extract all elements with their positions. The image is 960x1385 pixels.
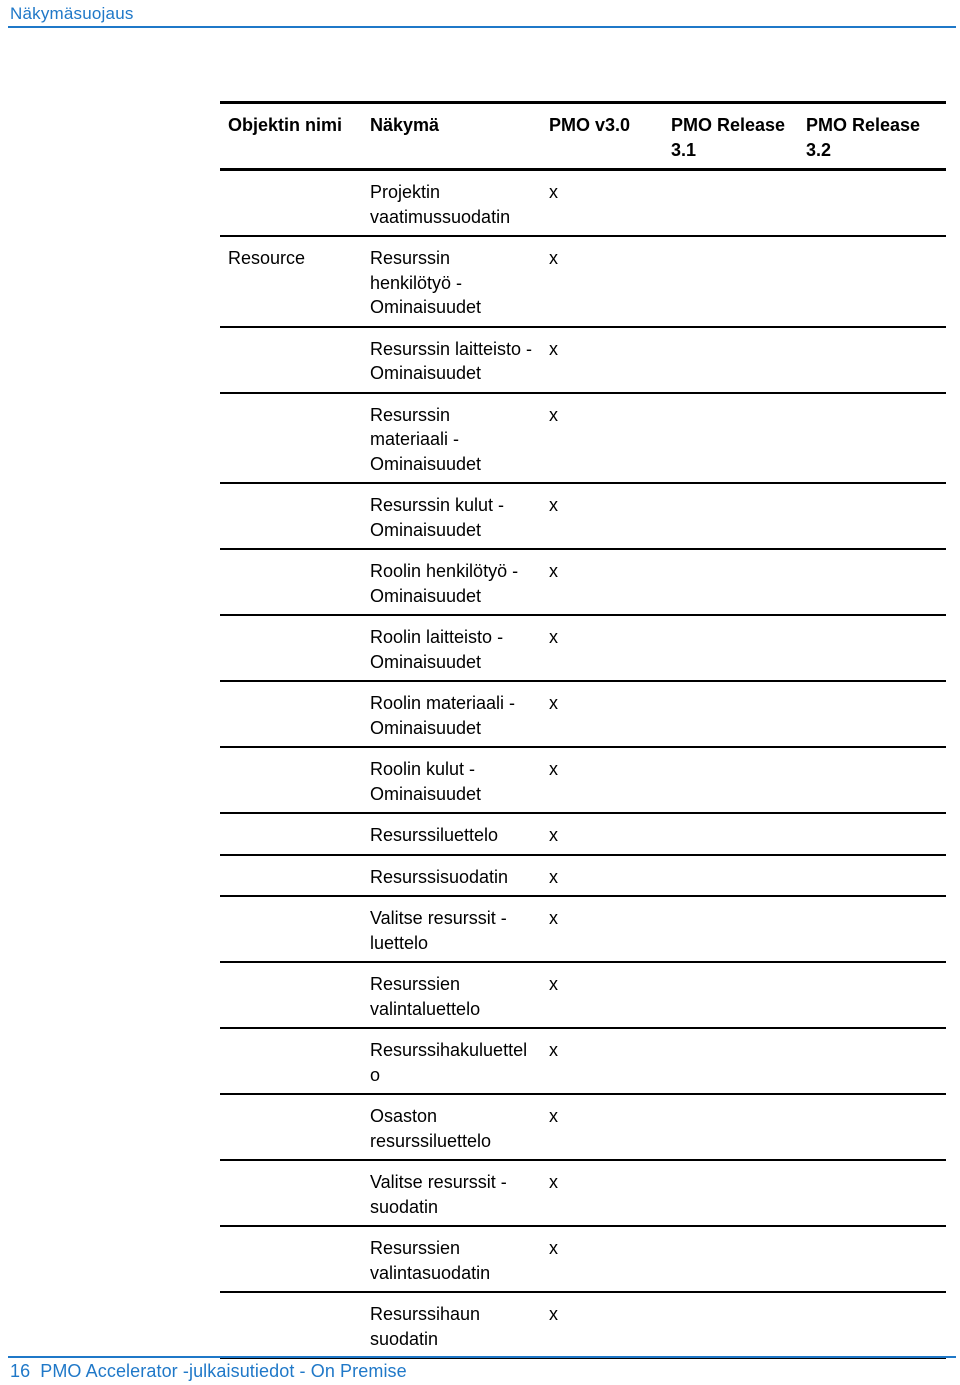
cell-view: Resurssien valintasuodatin (370, 1238, 491, 1283)
cell-object-name (220, 1292, 362, 1358)
cell-pmo-release-31 (663, 747, 798, 813)
table-row (220, 236, 946, 327)
cell-object-name (220, 681, 362, 747)
section-header-title: Näkymäsuojaus (10, 4, 134, 23)
cell-view: Roolin kulut - Ominaisuudet (370, 759, 482, 804)
cell-pmo-v30: x (549, 825, 558, 845)
cell-pmo-release-31 (663, 393, 798, 484)
cell-object-name (220, 896, 362, 962)
cell-pmo-release-31 (663, 236, 798, 327)
cell-pmo-v30: x (549, 1304, 558, 1324)
cell-pmo-release-32 (798, 236, 946, 327)
table-row (220, 855, 946, 897)
cell-pmo-v30: x (549, 182, 558, 202)
cell-pmo-release-31 (663, 813, 798, 855)
table-row (220, 170, 946, 237)
cell-pmo-v30: x (549, 759, 558, 779)
table-row (220, 1226, 946, 1292)
cell-pmo-release-31 (663, 1028, 798, 1094)
cell-object-name (220, 747, 362, 813)
cell-object-name (220, 327, 362, 393)
cell-object-name (220, 1160, 362, 1226)
table-header-row (220, 103, 946, 170)
cell-pmo-v30: x (549, 495, 558, 515)
cell-object-name (220, 615, 362, 681)
cell-pmo-release-32 (798, 1094, 946, 1160)
page-number: 16 (10, 1361, 31, 1381)
cell-pmo-release-32 (798, 681, 946, 747)
table-row (220, 896, 946, 962)
cell-view: Roolin materiaali - Ominaisuudet (370, 693, 516, 738)
cell-object-name (220, 1028, 362, 1094)
cell-pmo-release-32 (798, 615, 946, 681)
cell-pmo-v30: x (549, 248, 558, 268)
table-row (220, 1292, 946, 1358)
cell-pmo-release-31 (663, 170, 798, 237)
table-row (220, 962, 946, 1028)
cell-pmo-release-32 (798, 962, 946, 1028)
cell-pmo-release-31 (663, 896, 798, 962)
table-header (220, 103, 946, 170)
column-header-view: Näkymä (370, 115, 440, 135)
cell-view: Roolin henkilötyö - Ominaisuudet (370, 561, 519, 606)
cell-view: Resurssiluettelo (370, 825, 499, 845)
table-row (220, 1028, 946, 1094)
table-row (220, 615, 946, 681)
cell-view: Resurssin laitteisto - Ominaisuudet (370, 338, 533, 383)
cell-object-name (220, 855, 362, 897)
column-header-pmo-release-32: PMO Release 3.2 (806, 115, 921, 160)
cell-pmo-release-31 (663, 681, 798, 747)
cell-pmo-release-31 (663, 483, 798, 549)
column-header-pmo-release-31: PMO Release 3.1 (671, 115, 786, 160)
cell-pmo-release-31 (663, 962, 798, 1028)
table-body (220, 170, 946, 1359)
cell-pmo-release-31 (663, 855, 798, 897)
cell-pmo-v30: x (549, 1106, 558, 1126)
cell-pmo-release-32 (798, 813, 946, 855)
cell-pmo-v30: x (549, 866, 558, 887)
cell-view: Resurssihakuluettelo (370, 1040, 528, 1085)
cell-pmo-release-32 (798, 1226, 946, 1292)
cell-pmo-v30: x (549, 404, 558, 425)
cell-object-name (220, 483, 362, 549)
cell-pmo-v30: x (549, 974, 558, 994)
cell-pmo-release-31 (663, 1160, 798, 1226)
table-row (220, 813, 946, 855)
cell-object-name (220, 813, 362, 855)
cell-pmo-v30: x (549, 908, 558, 928)
table-row (220, 1094, 946, 1160)
table-row (220, 549, 946, 615)
page-footer (10, 1361, 407, 1382)
cell-view: Roolin laitteisto - Ominaisuudet (370, 627, 504, 672)
cell-pmo-release-32 (798, 747, 946, 813)
table-row (220, 681, 946, 747)
cell-object-name (220, 170, 362, 237)
cell-pmo-release-31 (663, 1292, 798, 1358)
cell-pmo-release-32 (798, 896, 946, 962)
cell-pmo-release-31 (663, 1226, 798, 1292)
cell-pmo-v30: x (549, 1238, 558, 1258)
cell-object-name (220, 1094, 362, 1160)
table-row (220, 747, 946, 813)
cell-view: Resurssin materiaali - Ominaisuudet (370, 404, 482, 474)
cell-pmo-release-32 (798, 855, 946, 897)
footer-divider (8, 1356, 956, 1358)
cell-pmo-release-31 (663, 615, 798, 681)
cell-pmo-release-31 (663, 549, 798, 615)
cell-pmo-release-31 (663, 327, 798, 393)
cell-pmo-release-32 (798, 1160, 946, 1226)
cell-view: Resurssin henkilötyö - Ominaisuudet (370, 248, 482, 317)
table-row (220, 327, 946, 393)
cell-pmo-release-32 (798, 483, 946, 549)
cell-view: Projektin vaatimussuodatin (370, 182, 511, 227)
cell-object-name (220, 1226, 362, 1292)
table-row (220, 393, 946, 484)
header-divider (8, 26, 956, 28)
cell-object-name (220, 549, 362, 615)
cell-pmo-release-32 (798, 1292, 946, 1358)
cell-view: Valitse resurssit -luettelo (370, 908, 507, 953)
table-row (220, 1160, 946, 1226)
column-header-object-name: Objektin nimi (228, 115, 343, 135)
cell-pmo-release-32 (798, 1028, 946, 1094)
cell-view: Resurssisuodatin (370, 866, 509, 887)
cell-object-name (220, 393, 362, 484)
cell-view: Resurssin kulut - Ominaisuudet (370, 495, 505, 540)
cell-pmo-release-32 (798, 170, 946, 237)
cell-pmo-v30: x (549, 1040, 558, 1060)
cell-pmo-release-32 (798, 327, 946, 393)
cell-view: Osaston resurssiluettelo (370, 1106, 492, 1151)
cell-pmo-release-32 (798, 393, 946, 484)
footer-document-title: PMO Accelerator -julkaisutiedot - On Premise (40, 1361, 407, 1381)
cell-pmo-release-31 (663, 1094, 798, 1160)
cell-pmo-v30: x (549, 627, 558, 647)
cell-pmo-v30: x (549, 693, 558, 713)
view-security-table (220, 101, 946, 1359)
table-row (220, 483, 946, 549)
cell-object-name (220, 962, 362, 1028)
cell-pmo-v30: x (549, 561, 558, 581)
cell-view: Resurssien valintaluettelo (370, 974, 481, 1019)
cell-pmo-v30: x (549, 338, 558, 359)
column-header-pmo-v30: PMO v3.0 (549, 115, 631, 135)
cell-view: Valitse resurssit -suodatin (370, 1172, 507, 1217)
cell-object-name: Resource (228, 248, 306, 268)
cell-view: Resurssihaun suodatin (370, 1304, 481, 1349)
cell-pmo-release-32 (798, 549, 946, 615)
cell-pmo-v30: x (549, 1172, 558, 1192)
